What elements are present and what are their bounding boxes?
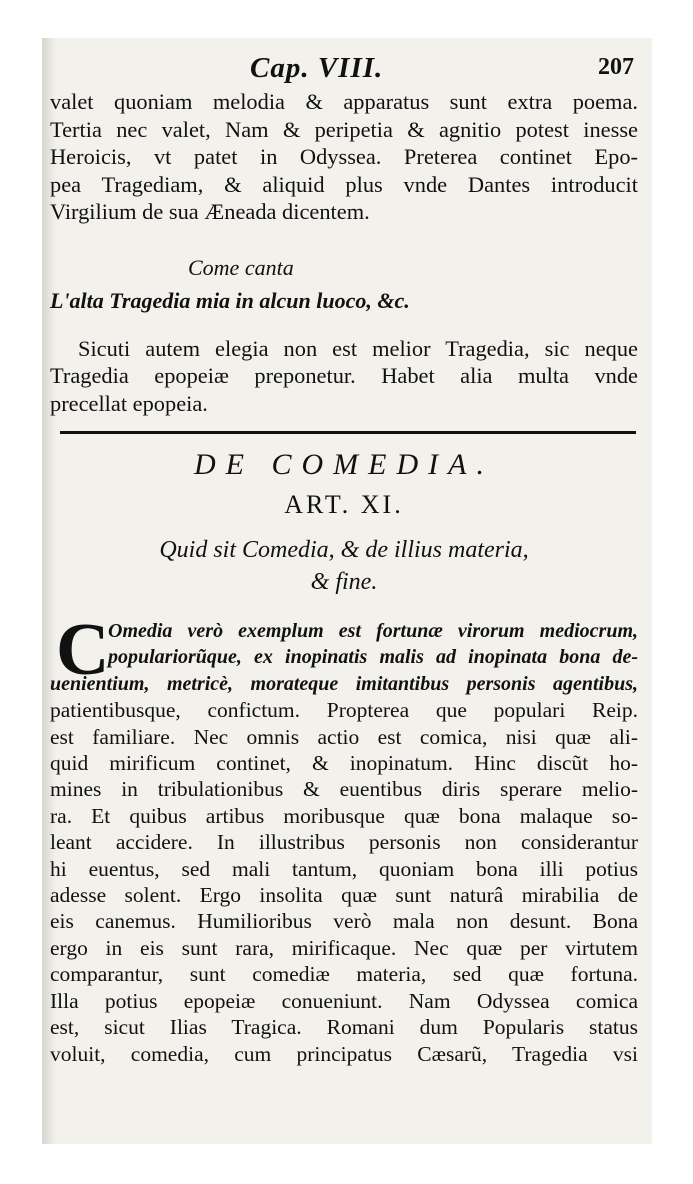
text-line: valet quoniam melodia & apparatus sunt extra poema. (50, 89, 638, 114)
text-line: patientibusque, confictum. Propterea que populari Reip. (50, 698, 638, 723)
article-subtitle: & fine. (310, 569, 378, 595)
article-heading: ART. XI. (284, 490, 404, 519)
body-paragraph (50, 609, 638, 1067)
text-line: populariorũque, ex inopinatis malis ad inopinata bona de- (108, 646, 638, 669)
book-page (42, 38, 652, 1144)
chapter-title: Cap. VIII. (250, 52, 384, 84)
text-line: est familiare. Nec omnis actio est comica, nisi quæ ali- (50, 724, 638, 749)
text-line: eis canemus. Humilioribus verò mala non desunt. Bona (50, 909, 638, 934)
text-line: ra. Et quibus artibus moribusque quæ bona malaque so- (50, 803, 638, 828)
running-head (50, 48, 638, 88)
text-line: adesse solent. Ergo insolita quæ sunt naturâ mirabilia de (50, 883, 638, 908)
text-line: est, sicut Ilias Tragica. Romani dum Popularis status (50, 1015, 638, 1040)
horizontal-rule (60, 431, 636, 434)
text-line: ergo in eis sunt rara, mirificaque. Nec quæ per virtutem (50, 935, 638, 960)
middle-paragraph (50, 335, 638, 418)
text-line: pea Tragediam, & aliquid plus vnde Dantes introducit (50, 171, 638, 197)
text-line: precellat epopeia. (50, 390, 208, 416)
text-line: Tertia nec valet, Nam & peripetia & agnitio potest inesse (50, 116, 638, 142)
text-line: leant accidere. In illustribus personis non considerantur (50, 830, 638, 855)
text-line: quid mirificum continet, & inopinatum. Hinc discũt ho- (50, 751, 638, 776)
text-line: comparantur, sunt comediæ materia, sed quæ fortuna. (50, 962, 638, 987)
article-subtitle: Quid sit Comedia, & de illius materia, (159, 537, 529, 563)
text-line: Virgilium de sua Æneada dicentem. (50, 199, 370, 224)
text-line: Omedia verò exemplum est fortunæ virorum mediocrum, (108, 620, 638, 642)
text-line: mines in tribulationibus & euentibus diris sperare melio- (50, 777, 638, 802)
text-line: voluit, comedia, cum principatus Cæsarũ, Tragedia vsi (50, 1041, 638, 1066)
text-line: hi euentus, sed mali tantum, quoniam bona illi potius (50, 856, 638, 881)
quote-line: Come canta (188, 254, 294, 280)
text-line: Heroicis, vt patet in Odyssea. Preterea continet Epo- (50, 144, 638, 169)
page-number: 207 (598, 54, 634, 80)
drop-cap: C (56, 609, 110, 691)
text-line: Tragedia epopeiæ preponetur. Habet alia multa vnde (50, 363, 638, 388)
top-paragraph (50, 88, 638, 226)
quote-line: L'alta Tragedia mia in alcun luoco, &c. (50, 288, 410, 313)
text-line: uenientium, metricè, morateque imitantibus personis agentibus, (50, 672, 638, 695)
text-line: Sicuti autem elegia non est melior Tragedia, sic neque (78, 335, 638, 361)
section-title: DE COMEDIA. (194, 448, 494, 481)
page-content (50, 48, 638, 1067)
text-line: Illa potius epopeiæ conueniunt. Nam Odyssea comica (50, 988, 638, 1013)
